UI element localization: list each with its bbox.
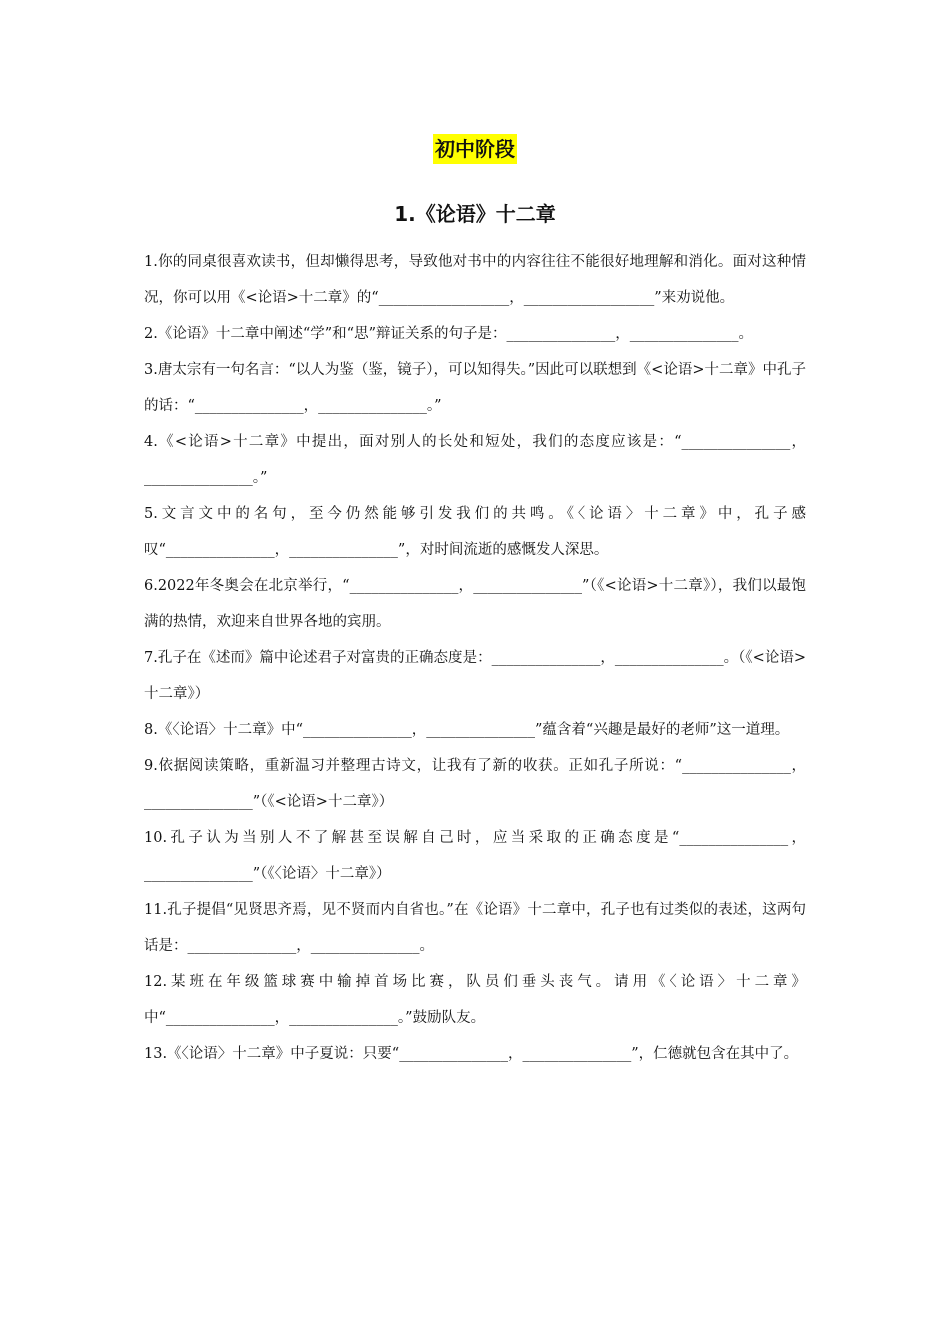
question-list [144,244,806,1072]
question-8: 8.《〈论语〉十二章》中“_______________，_______________”蕴含着“兴趣是最好的老师”这一道理。 [144,722,790,738]
section-heading: 初中阶段 [433,134,517,164]
question-1: 1.你的同桌很喜欢读书，但却懒得思考，导致他对书中的内容往往不能很好地理解和消化。面对这种情况，你可以用《<论语>十二章》的“__________________，__________________”来劝说他。 [144,254,806,306]
question-4: 4.《<论语>十二章》中提出，面对别人的长处和短处，我们的态度应该是：“_______________，_______________。” [144,434,806,486]
question-6: 6.2022年冬奥会在北京举行，“_______________，_______________”（《<论语>十二章》），我们以最饱满的热情，欢迎来自世界各地的宾朋。 [144,578,806,630]
question-11: 11.孔子提倡“见贤思齐焉，见不贤而内自省也。”在《论语》十二章中，孔子也有过类似的表述，这两句话是：_______________，_______________。 [144,902,806,954]
question-3: 3.唐太宗有一句名言：“以人为鉴（鉴，镜子），可以知得失。”因此可以联想到《<论语>十二章》中孔子的话：“_______________，_______________。” [144,362,806,414]
question-13: 13.《〈论语〉十二章》中子夏说：只要“_______________，_______________”，仁德就包含在其中了。 [144,1046,799,1062]
question-9: 9.依据阅读策略，重新温习并整理古诗文，让我有了新的收获。正如孔子所说：“_______________，_______________”（《<论语>十二章》） [144,758,806,810]
chapter-title: 1.《论语》十二章 [394,202,556,226]
section-heading-wrap [0,134,950,164]
question-5: 5.文言文中的名句，至今仍然能够引发我们的共鸣。《〈论语〉十二章》中，孔子感叹“_______________，_______________”，对时间流逝的感慨发人深思。 [144,506,806,558]
question-7: 7.孔子在《述而》篇中论述君子对富贵的正确态度是：_______________，_______________。（《<论语>十二章》） [144,650,806,702]
question-2: 2.《论语》十二章中阐述“学”和“思”辩证关系的句子是：_______________，_______________。 [144,326,753,342]
question-10: 10.孔子认为当别人不了解甚至误解自己时，应当采取的正确态度是“_______________，_______________”（《〈论语〉十二章》） [144,830,806,882]
question-12: 12.某班在年级篮球赛中输掉首场比赛，队员们垂头丧气。请用《〈论语〉十二章》中“_______________，_______________。”鼓励队友。 [144,974,806,1026]
